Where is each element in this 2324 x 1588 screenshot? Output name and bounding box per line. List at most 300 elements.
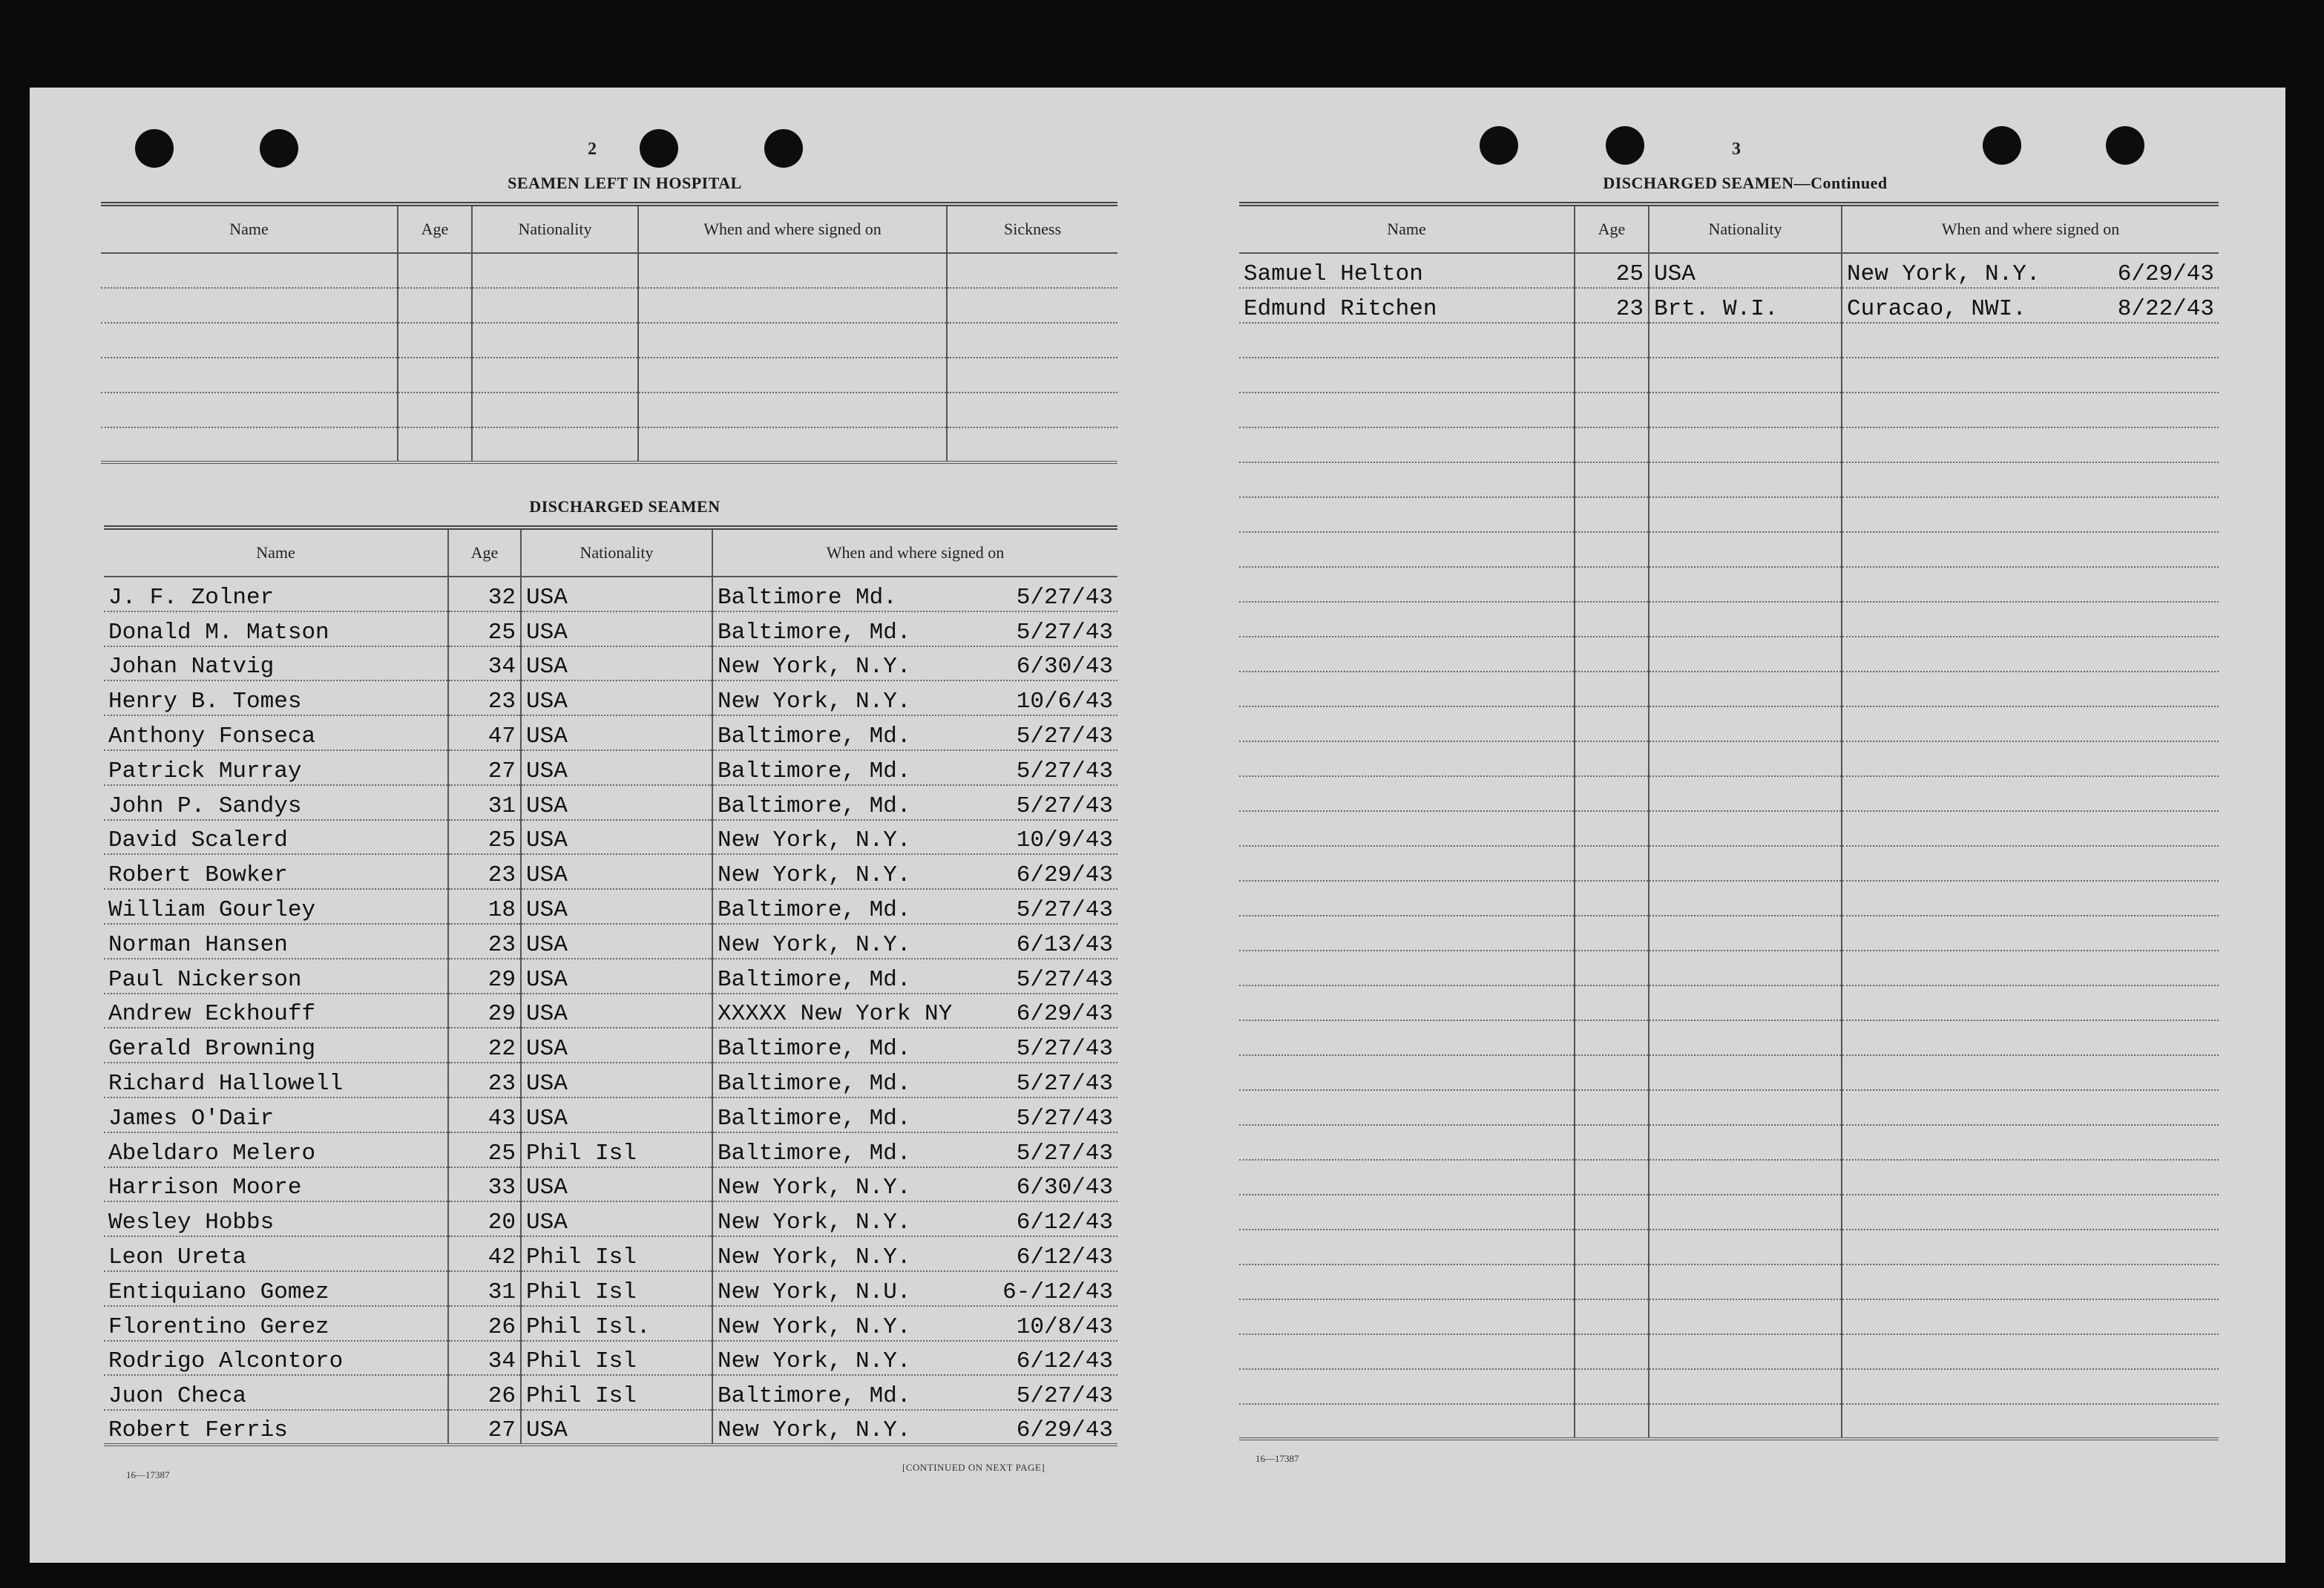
column-header: Age bbox=[448, 528, 521, 577]
table-cell: 23 bbox=[448, 924, 521, 959]
column-header: When and where signed on bbox=[1842, 204, 2219, 253]
table-row bbox=[1239, 288, 2219, 323]
table-cell bbox=[398, 393, 472, 427]
table-cell bbox=[1575, 1369, 1649, 1404]
table-cell bbox=[1842, 358, 2219, 393]
table-cell bbox=[1649, 916, 1842, 951]
table-row bbox=[104, 1201, 1117, 1236]
blank-row bbox=[1239, 1264, 2219, 1299]
table-cell: 31 bbox=[448, 785, 521, 820]
signed-on-date: 6/12/43 bbox=[1016, 1244, 1113, 1270]
table-cell bbox=[947, 253, 1117, 288]
table-row bbox=[104, 889, 1117, 924]
signed-on-date: 6-/12/43 bbox=[1002, 1279, 1113, 1305]
table-cell bbox=[1575, 916, 1649, 951]
table-cell bbox=[712, 924, 1117, 959]
table-cell bbox=[1649, 1090, 1842, 1125]
table-cell bbox=[1239, 567, 1575, 602]
table-cell bbox=[398, 323, 472, 358]
table-cell bbox=[1842, 916, 2219, 951]
table-cell: USA bbox=[521, 1167, 712, 1202]
table-cell bbox=[1842, 323, 2219, 358]
table-cell bbox=[1239, 427, 1575, 462]
blank-row bbox=[1239, 1230, 2219, 1264]
table-cell bbox=[1842, 1020, 2219, 1055]
table-cell: USA bbox=[521, 820, 712, 855]
table-cell bbox=[712, 1375, 1117, 1410]
page-number: 2 bbox=[588, 140, 597, 159]
signed-on-place: Baltimore Md. bbox=[718, 584, 897, 611]
table-cell bbox=[1842, 1090, 2219, 1125]
signed-on-place: New York, N.Y. bbox=[718, 827, 911, 854]
table-cell: Rodrigo Alcontoro bbox=[104, 1341, 448, 1376]
blank-row bbox=[1239, 741, 2219, 776]
table-row bbox=[104, 750, 1117, 785]
table-cell bbox=[1842, 393, 2219, 427]
table-cell bbox=[1575, 1230, 1649, 1264]
table-cell bbox=[101, 323, 398, 358]
table-cell bbox=[712, 1410, 1117, 1445]
table-cell bbox=[1575, 741, 1649, 776]
table-cell bbox=[1842, 1055, 2219, 1090]
table-cell bbox=[1649, 1230, 1842, 1264]
signed-on-place: XXXXX New York NY bbox=[718, 1001, 953, 1028]
table-cell: Phil Isl bbox=[521, 1271, 712, 1306]
table-cell bbox=[638, 323, 947, 358]
blank-row bbox=[1239, 532, 2219, 567]
signed-on-date: 5/27/43 bbox=[1016, 1070, 1113, 1097]
blank-row bbox=[1239, 811, 2219, 846]
blank-row bbox=[1239, 393, 2219, 427]
table-cell bbox=[1649, 462, 1842, 497]
table-cell bbox=[1239, 602, 1575, 637]
table-row bbox=[104, 1132, 1117, 1167]
table-cell bbox=[1239, 393, 1575, 427]
table-cell: Norman Hansen bbox=[104, 924, 448, 959]
signed-on-place: Baltimore, Md. bbox=[718, 1105, 911, 1132]
blank-row bbox=[101, 288, 1117, 323]
table-cell: USA bbox=[521, 889, 712, 924]
table-cell: 27 bbox=[448, 750, 521, 785]
table-cell bbox=[1239, 1020, 1575, 1055]
page-2 bbox=[30, 88, 1158, 1563]
table-cell bbox=[1575, 427, 1649, 462]
table-cell: Phil Isl bbox=[521, 1132, 712, 1167]
signed-on-place: New York, N.Y. bbox=[718, 654, 911, 680]
table-cell: 23 bbox=[448, 680, 521, 715]
table-cell: Entiquiano Gomez bbox=[104, 1271, 448, 1306]
column-header: When and where signed on bbox=[638, 204, 947, 253]
table-cell bbox=[712, 611, 1117, 646]
table-cell bbox=[398, 358, 472, 393]
column-header: Name bbox=[104, 528, 448, 577]
column-header: Name bbox=[101, 204, 398, 253]
table-cell: Phil Isl. bbox=[521, 1306, 712, 1341]
table-cell bbox=[712, 889, 1117, 924]
blank-row bbox=[1239, 567, 2219, 602]
signed-on-place: New York, N.U. bbox=[718, 1279, 911, 1305]
continued-section-title: DISCHARGED SEAMEN—Continued bbox=[1603, 174, 1888, 192]
table-cell: Harrison Moore bbox=[104, 1167, 448, 1202]
table-row bbox=[104, 854, 1117, 889]
table-cell bbox=[1842, 846, 2219, 881]
table-cell: Abeldaro Melero bbox=[104, 1132, 448, 1167]
table-cell bbox=[1649, 1299, 1842, 1334]
table-cell: John P. Sandys bbox=[104, 785, 448, 820]
table-cell bbox=[1239, 741, 1575, 776]
blank-row bbox=[1239, 1020, 2219, 1055]
table-row bbox=[104, 1306, 1117, 1341]
table-cell bbox=[1649, 323, 1842, 358]
blank-row bbox=[101, 427, 1117, 462]
table-cell bbox=[1649, 393, 1842, 427]
table-cell: USA bbox=[521, 924, 712, 959]
table-cell: 33 bbox=[448, 1167, 521, 1202]
blank-row bbox=[1239, 1055, 2219, 1090]
table-cell bbox=[101, 358, 398, 393]
table-cell bbox=[712, 577, 1117, 611]
table-row bbox=[104, 994, 1117, 1028]
table-cell: 25 bbox=[1575, 253, 1649, 288]
table-cell bbox=[1842, 1334, 2219, 1369]
table-cell bbox=[1842, 776, 2219, 811]
table-cell bbox=[1575, 1090, 1649, 1125]
discharged-continued-table bbox=[1239, 202, 2219, 1440]
table-cell bbox=[1842, 1195, 2219, 1230]
table-cell bbox=[1842, 1299, 2219, 1334]
table-cell bbox=[1239, 1230, 1575, 1264]
table-cell bbox=[1842, 427, 2219, 462]
table-cell bbox=[1575, 1125, 1649, 1160]
table-cell bbox=[1575, 985, 1649, 1020]
signed-on-date: 5/27/43 bbox=[1016, 793, 1113, 819]
form-number: 16—17387 bbox=[1255, 1453, 1299, 1464]
table-cell: Johan Natvig bbox=[104, 646, 448, 681]
table-cell bbox=[1649, 1404, 1842, 1439]
table-cell bbox=[1575, 323, 1649, 358]
column-header: Sickness bbox=[947, 204, 1117, 253]
blank-row bbox=[1239, 1334, 2219, 1369]
table-cell bbox=[1575, 1334, 1649, 1369]
table-cell bbox=[1575, 1404, 1649, 1439]
table-cell bbox=[1239, 706, 1575, 741]
table-cell: Florentino Gerez bbox=[104, 1306, 448, 1341]
table-cell bbox=[101, 427, 398, 462]
column-header: Name bbox=[1239, 204, 1575, 253]
form-number: 16—17387 bbox=[126, 1469, 170, 1480]
table-cell bbox=[1649, 358, 1842, 393]
table-row bbox=[104, 820, 1117, 855]
table-cell bbox=[1239, 497, 1575, 532]
table-cell: Henry B. Tomes bbox=[104, 680, 448, 715]
signed-on-date: 6/29/43 bbox=[1016, 1417, 1113, 1443]
signed-on-date: 5/27/43 bbox=[1016, 966, 1113, 993]
signed-on-place: Baltimore, Md. bbox=[718, 896, 911, 923]
table-cell bbox=[1575, 462, 1649, 497]
table-cell bbox=[1575, 1020, 1649, 1055]
table-cell bbox=[472, 393, 638, 427]
blank-row bbox=[1239, 672, 2219, 706]
table-cell bbox=[1239, 323, 1575, 358]
table-cell: Leon Ureta bbox=[104, 1236, 448, 1271]
signed-on-place: Baltimore, Md. bbox=[718, 1383, 911, 1410]
discharged-seamen-table bbox=[104, 525, 1117, 1446]
table-cell: USA bbox=[521, 1063, 712, 1098]
table-cell: Brt. W.I. bbox=[1649, 288, 1842, 323]
table-row bbox=[104, 577, 1117, 611]
table-cell bbox=[712, 820, 1117, 855]
signed-on-date: 6/30/43 bbox=[1016, 1175, 1113, 1201]
punch-hole bbox=[640, 129, 678, 168]
table-cell bbox=[1842, 985, 2219, 1020]
table-cell bbox=[1575, 706, 1649, 741]
table-row bbox=[104, 1410, 1117, 1445]
table-cell: 29 bbox=[448, 994, 521, 1028]
table-cell bbox=[1842, 741, 2219, 776]
discharged-section-title: DISCHARGED SEAMEN bbox=[529, 497, 720, 516]
table-cell: USA bbox=[521, 1410, 712, 1445]
blank-row bbox=[1239, 1090, 2219, 1125]
blank-row bbox=[101, 393, 1117, 427]
table-cell: 26 bbox=[448, 1306, 521, 1341]
table-cell bbox=[101, 393, 398, 427]
blank-row bbox=[1239, 846, 2219, 881]
column-header: Age bbox=[1575, 204, 1649, 253]
table-cell: USA bbox=[521, 611, 712, 646]
table-cell bbox=[1842, 1230, 2219, 1264]
blank-row bbox=[1239, 637, 2219, 672]
punch-hole bbox=[260, 129, 298, 168]
table-row bbox=[104, 715, 1117, 750]
table-cell bbox=[947, 323, 1117, 358]
table-cell bbox=[1842, 532, 2219, 567]
table-cell bbox=[712, 1201, 1117, 1236]
table-cell bbox=[1842, 1264, 2219, 1299]
blank-row bbox=[1239, 1299, 2219, 1334]
punch-hole bbox=[1983, 126, 2021, 165]
signed-on-date: 5/27/43 bbox=[1016, 1140, 1113, 1167]
table-cell bbox=[1649, 427, 1842, 462]
table-cell bbox=[1575, 567, 1649, 602]
table-cell bbox=[472, 288, 638, 323]
table-row bbox=[1239, 253, 2219, 288]
table-cell bbox=[1239, 916, 1575, 951]
table-row bbox=[104, 1098, 1117, 1132]
signed-on-date: 5/27/43 bbox=[1016, 896, 1113, 923]
table-cell bbox=[101, 253, 398, 288]
table-cell: Robert Ferris bbox=[104, 1410, 448, 1445]
signed-on-place: Baltimore, Md. bbox=[718, 1140, 911, 1167]
table-row bbox=[104, 1063, 1117, 1098]
blank-row bbox=[1239, 881, 2219, 916]
table-cell bbox=[1575, 951, 1649, 985]
table-cell: 18 bbox=[448, 889, 521, 924]
blank-row bbox=[1239, 1195, 2219, 1230]
table-cell bbox=[1649, 951, 1842, 985]
table-cell bbox=[1649, 1055, 1842, 1090]
table-cell bbox=[1575, 637, 1649, 672]
table-cell bbox=[1239, 846, 1575, 881]
table-cell bbox=[1649, 741, 1842, 776]
table-row bbox=[104, 1341, 1117, 1376]
table-cell bbox=[712, 1341, 1117, 1376]
signed-on-place: New York, N.Y. bbox=[718, 931, 911, 958]
signed-on-date: 6/30/43 bbox=[1016, 654, 1113, 680]
blank-row bbox=[1239, 427, 2219, 462]
table-cell bbox=[712, 785, 1117, 820]
signed-on-date: 6/29/43 bbox=[2117, 261, 2214, 287]
document-sheet bbox=[30, 88, 2285, 1563]
blank-row bbox=[101, 323, 1117, 358]
signed-on-place: New York, N.Y. bbox=[718, 1210, 911, 1236]
table-cell bbox=[947, 358, 1117, 393]
table-cell bbox=[1239, 532, 1575, 567]
table-cell bbox=[1239, 1334, 1575, 1369]
table-cell bbox=[1649, 776, 1842, 811]
signed-on-date: 5/27/43 bbox=[1016, 758, 1113, 784]
table-cell: Phil Isl bbox=[521, 1341, 712, 1376]
table-cell: Juon Checa bbox=[104, 1375, 448, 1410]
table-cell: 26 bbox=[448, 1375, 521, 1410]
table-cell bbox=[1239, 1299, 1575, 1334]
signed-on-date: 6/12/43 bbox=[1016, 1348, 1113, 1375]
table-cell bbox=[1239, 1404, 1575, 1439]
table-cell bbox=[1575, 881, 1649, 916]
table-cell: USA bbox=[521, 680, 712, 715]
table-cell bbox=[1842, 288, 2219, 323]
table-cell: Robert Bowker bbox=[104, 854, 448, 889]
table-cell: Donald M. Matson bbox=[104, 611, 448, 646]
table-cell bbox=[1239, 1160, 1575, 1195]
table-cell bbox=[638, 427, 947, 462]
table-cell bbox=[1239, 811, 1575, 846]
table-cell bbox=[472, 323, 638, 358]
blank-row bbox=[1239, 1160, 2219, 1195]
table-cell: Gerald Browning bbox=[104, 1028, 448, 1063]
table-cell: Samuel Helton bbox=[1239, 253, 1575, 288]
table-cell bbox=[1575, 672, 1649, 706]
table-cell bbox=[1575, 811, 1649, 846]
table-cell bbox=[1842, 811, 2219, 846]
table-cell: James O'Dair bbox=[104, 1098, 448, 1132]
table-cell: 23 bbox=[448, 1063, 521, 1098]
signed-on-place: New York, N.Y. bbox=[718, 1417, 911, 1443]
blank-row bbox=[1239, 1404, 2219, 1439]
table-cell: 43 bbox=[448, 1098, 521, 1132]
column-header: Age bbox=[398, 204, 472, 253]
signed-on-date: 10/6/43 bbox=[1016, 689, 1113, 715]
table-cell: 42 bbox=[448, 1236, 521, 1271]
table-cell: USA bbox=[521, 785, 712, 820]
table-cell bbox=[638, 288, 947, 323]
table-cell bbox=[712, 715, 1117, 750]
table-cell: Paul Nickerson bbox=[104, 959, 448, 994]
signed-on-place: Curacao, NWI. bbox=[1847, 296, 2026, 322]
table-cell: USA bbox=[521, 577, 712, 611]
table-cell: Wesley Hobbs bbox=[104, 1201, 448, 1236]
table-cell bbox=[1575, 1055, 1649, 1090]
table-cell: 20 bbox=[448, 1201, 521, 1236]
signed-on-date: 10/9/43 bbox=[1016, 827, 1113, 854]
signed-on-date: 6/13/43 bbox=[1016, 931, 1113, 958]
signed-on-place: Baltimore, Md. bbox=[718, 723, 911, 749]
table-cell bbox=[472, 358, 638, 393]
column-header: Nationality bbox=[521, 528, 712, 577]
table-cell: Edmund Ritchen bbox=[1239, 288, 1575, 323]
table-cell bbox=[1842, 672, 2219, 706]
table-cell bbox=[1842, 253, 2219, 288]
table-cell bbox=[1649, 1264, 1842, 1299]
table-cell bbox=[1575, 1160, 1649, 1195]
table-cell: 47 bbox=[448, 715, 521, 750]
table-cell: USA bbox=[521, 1028, 712, 1063]
table-cell bbox=[1649, 637, 1842, 672]
signed-on-date: 5/27/43 bbox=[1016, 1383, 1113, 1410]
table-cell bbox=[1649, 1334, 1842, 1369]
table-row bbox=[104, 680, 1117, 715]
table-cell bbox=[947, 393, 1117, 427]
punch-hole bbox=[1480, 126, 1518, 165]
table-cell: Phil Isl bbox=[521, 1375, 712, 1410]
continued-note: [CONTINUED ON NEXT PAGE] bbox=[902, 1462, 1046, 1473]
table-cell: USA bbox=[1649, 253, 1842, 288]
table-cell bbox=[1239, 1369, 1575, 1404]
blank-row bbox=[1239, 1369, 2219, 1404]
signed-on-place: New York, N.Y. bbox=[718, 1175, 911, 1201]
table-cell bbox=[1842, 462, 2219, 497]
table-cell bbox=[1575, 1195, 1649, 1230]
table-cell bbox=[712, 1132, 1117, 1167]
signed-on-date: 5/27/43 bbox=[1016, 584, 1113, 611]
signed-on-place: Baltimore, Md. bbox=[718, 1070, 911, 1097]
table-cell: USA bbox=[521, 750, 712, 785]
signed-on-place: New York, N.Y. bbox=[1847, 261, 2041, 287]
table-cell bbox=[712, 959, 1117, 994]
table-cell: USA bbox=[521, 715, 712, 750]
page-number: 3 bbox=[1732, 140, 1741, 159]
signed-on-place: New York, N.Y. bbox=[718, 1244, 911, 1270]
signed-on-place: New York, N.Y. bbox=[718, 862, 911, 889]
table-cell bbox=[1842, 567, 2219, 602]
blank-row bbox=[1239, 497, 2219, 532]
table-row bbox=[104, 1167, 1117, 1202]
table-cell: 23 bbox=[448, 854, 521, 889]
table-cell bbox=[1575, 1264, 1649, 1299]
table-row bbox=[104, 1236, 1117, 1271]
table-row bbox=[104, 1028, 1117, 1063]
table-cell: David Scalerd bbox=[104, 820, 448, 855]
blank-row bbox=[1239, 602, 2219, 637]
table-row bbox=[104, 1271, 1117, 1306]
table-cell bbox=[1842, 951, 2219, 985]
table-cell bbox=[1842, 1125, 2219, 1160]
signed-on-date: 6/12/43 bbox=[1016, 1210, 1113, 1236]
signed-on-date: 5/27/43 bbox=[1016, 1036, 1113, 1063]
hospital-section-title: SEAMEN LEFT IN HOSPITAL bbox=[508, 174, 742, 192]
blank-row bbox=[1239, 916, 2219, 951]
table-cell bbox=[712, 994, 1117, 1028]
table-cell bbox=[1842, 602, 2219, 637]
table-cell bbox=[472, 253, 638, 288]
table-cell: 31 bbox=[448, 1271, 521, 1306]
table-cell bbox=[1575, 497, 1649, 532]
table-cell bbox=[1239, 1264, 1575, 1299]
blank-row bbox=[1239, 358, 2219, 393]
table-row bbox=[104, 1375, 1117, 1410]
table-cell: 25 bbox=[448, 820, 521, 855]
signed-on-date: 5/27/43 bbox=[1016, 619, 1113, 646]
table-cell bbox=[1649, 602, 1842, 637]
